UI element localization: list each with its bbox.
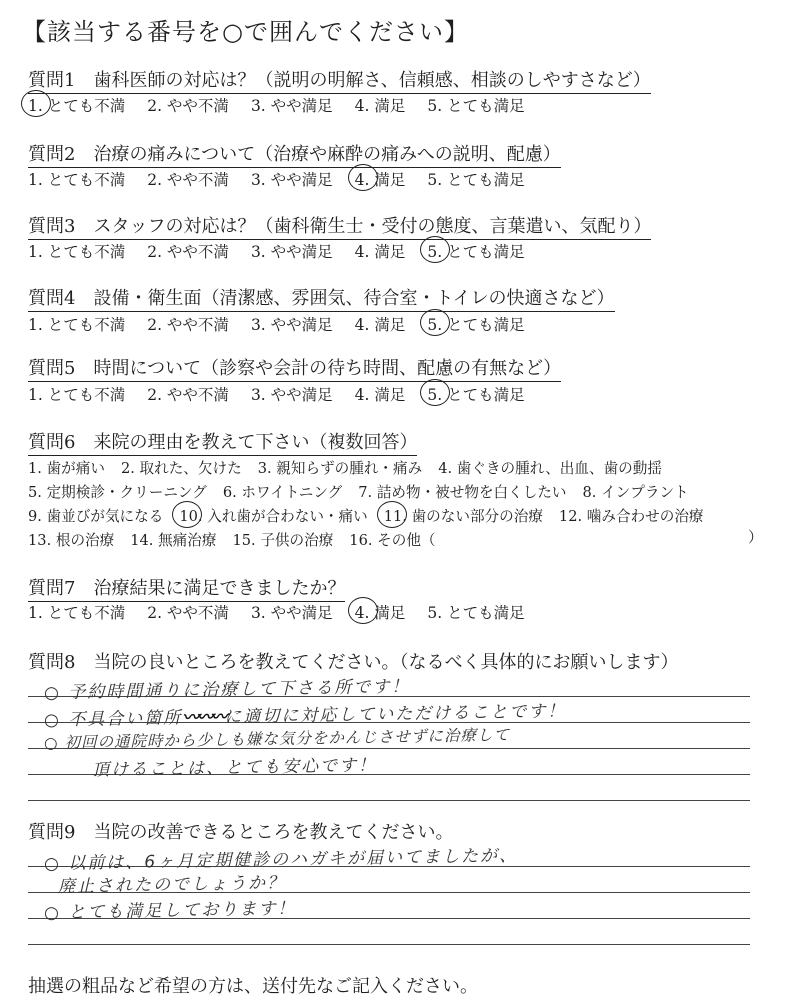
- q6-row-2: [28, 481, 705, 502]
- q4-option-2[interactable]: 2. やや不満: [147, 316, 229, 334]
- question-5-title: 質問5 時間について（診察や会計の待ち時間、配慮の有無など）: [28, 354, 561, 382]
- q1-option-4[interactable]: 4. 満足: [354, 97, 406, 115]
- q6-option-10[interactable]: 10. 入れ歯が合わない・痛い: [179, 505, 367, 526]
- q6-option-8[interactable]: 8. インプラント: [582, 484, 689, 501]
- question-2-title: 質問2 治療の痛みについて（治療や麻酔の痛みへの説明、配慮）: [28, 140, 561, 168]
- q1-option-5[interactable]: 5. とても満足: [427, 97, 525, 115]
- q4-option-4[interactable]: 4. 満足: [354, 316, 406, 334]
- q2-option-3[interactable]: 3. やや満足: [250, 171, 333, 189]
- q3-option-1[interactable]: 1. とても不満: [28, 243, 126, 261]
- q9-answer-2[interactable]: 廃止されたのでしょうか？: [57, 873, 287, 897]
- q7-option-3[interactable]: 3. やや満足: [250, 604, 333, 622]
- question-8-title: 質問8 当院の良いところを教えてください。（なるべく具体的にお願いします）: [28, 652, 679, 673]
- q9-answer-3[interactable]: ○ とても満足しております！: [43, 898, 297, 924]
- question-9-title: 質問9 当院の改善できるところを教えてください。: [28, 822, 454, 843]
- q3-option-3[interactable]: 3. やや満足: [250, 243, 333, 261]
- q6-option-9[interactable]: 9. 歯並びが気になる: [28, 508, 164, 525]
- q7-option-4[interactable]: 4. 満足: [355, 601, 406, 623]
- q3-option-2[interactable]: 2. やや不満: [147, 243, 229, 261]
- question-4-options: [28, 313, 547, 335]
- q6-option-13[interactable]: 13. 根の治療: [28, 532, 115, 549]
- q6-option-15[interactable]: 15. 子供の治療: [232, 532, 334, 549]
- q8-answer-1[interactable]: ○ 予約時間通りに治療して下さる所です！: [43, 676, 411, 704]
- q6-row-3: [28, 505, 720, 526]
- question-1-options: [28, 94, 547, 116]
- q2-option-4[interactable]: 4. 満足: [355, 168, 406, 190]
- q5-option-4[interactable]: 4. 満足: [354, 386, 406, 404]
- footer-text: 抽選の粗品など希望の方は、送付先なご記入ください。: [28, 976, 478, 997]
- q9-answer-1[interactable]: ○ 以前は、6ヶ月定期健診のハガキが届いてましたが、: [43, 845, 519, 875]
- q6-option-11[interactable]: 11. 歯のない部分の治療: [384, 505, 543, 526]
- q6-option-3[interactable]: 3. 親知らずの腫れ・痛み: [257, 460, 423, 477]
- q7-option-2[interactable]: 2. やや不満: [147, 604, 229, 622]
- question-3-title: 質問3 スタッフの対応は？（歯科衛生士・受付の態度、言葉遣い、気配り）: [28, 212, 651, 240]
- q6-option-4[interactable]: 4. 歯ぐきの腫れ、出血、歯の動揺: [438, 460, 662, 477]
- q5-option-3[interactable]: 3. やや満足: [250, 386, 333, 404]
- q7-option-5[interactable]: 5. とても満足: [427, 604, 525, 622]
- q6-option-1[interactable]: 1. 歯が痛い: [28, 460, 105, 477]
- q6-row-4: [28, 529, 452, 550]
- question-2-options: [28, 168, 547, 190]
- q3-option-4[interactable]: 4. 満足: [354, 243, 406, 261]
- q5-option-5[interactable]: 5. とても満足: [427, 383, 524, 405]
- q6-option-2[interactable]: 2. 取れた、欠けた: [120, 460, 242, 477]
- q6-option-14[interactable]: 14. 無痛治療: [130, 532, 217, 549]
- question-7-title: 質問7 治療結果に満足できましたか？: [28, 574, 345, 602]
- q5-option-2[interactable]: 2. やや不満: [147, 386, 229, 404]
- question-4-title: 質問4 設備・衛生面（清潔感、雰囲気、待合室・トイレの快適さなど）: [28, 284, 615, 312]
- q8-answer-4[interactable]: 頂けることは、とても安心です！: [91, 755, 378, 781]
- q5-option-1[interactable]: 1. とても不満: [28, 386, 126, 404]
- scribble-mark: 〰〰〰: [182, 707, 225, 729]
- question-3-options: [28, 240, 547, 262]
- q4-option-5[interactable]: 5. とても満足: [427, 313, 524, 335]
- question-5-options: [28, 383, 547, 405]
- q8-answer-3[interactable]: ○ 初回の通院時から少しも嫌な気分をかんじさせずに治療して: [43, 725, 511, 753]
- q6-option-5[interactable]: 5. 定期検診・クリーニング: [28, 484, 207, 501]
- q8-answer-2-tail: に適切に対応していただけることです！: [224, 701, 567, 728]
- q7-option-1[interactable]: 1. とても不満: [28, 604, 126, 622]
- q4-option-3[interactable]: 3. やや満足: [250, 316, 333, 334]
- q6-option-16[interactable]: 16. その他（: [349, 532, 436, 549]
- answer-line: [28, 944, 750, 945]
- q2-option-2[interactable]: 2. やや不満: [147, 171, 229, 189]
- q8-answer-2-start: ○ 不具合い箇所: [43, 708, 183, 731]
- q2-option-1[interactable]: 1. とても不満: [28, 171, 126, 189]
- q6-other-close-paren: ）: [748, 528, 764, 546]
- question-6-title: 質問6 来院の理由を教えて下さい（複数回答）: [28, 428, 417, 456]
- q1-option-1[interactable]: 1. とても不満: [28, 94, 125, 116]
- question-1-title: 質問1 歯科医師の対応は？（説明の明解さ、信頼感、相談のしやすさなど）: [28, 66, 651, 94]
- q6-option-12[interactable]: 12. 噛み合わせの治療: [558, 508, 704, 525]
- q4-option-1[interactable]: 1. とても不満: [28, 316, 126, 334]
- q6-row-1: [28, 457, 678, 478]
- q6-option-7[interactable]: 7. 詰め物・被せ物を白くしたい: [358, 484, 567, 501]
- q1-option-3[interactable]: 3. やや満足: [250, 97, 333, 115]
- q6-option-6[interactable]: 6. ホワイトニング: [222, 484, 343, 501]
- q2-option-5[interactable]: 5. とても満足: [427, 171, 525, 189]
- question-7-options: [28, 601, 547, 623]
- q1-option-2[interactable]: 2. やや不満: [147, 97, 229, 115]
- page-title: 【該当する番号を○で囲んでください】: [22, 18, 469, 46]
- answer-line: [28, 800, 750, 801]
- q3-option-5[interactable]: 5. とても満足: [427, 240, 524, 262]
